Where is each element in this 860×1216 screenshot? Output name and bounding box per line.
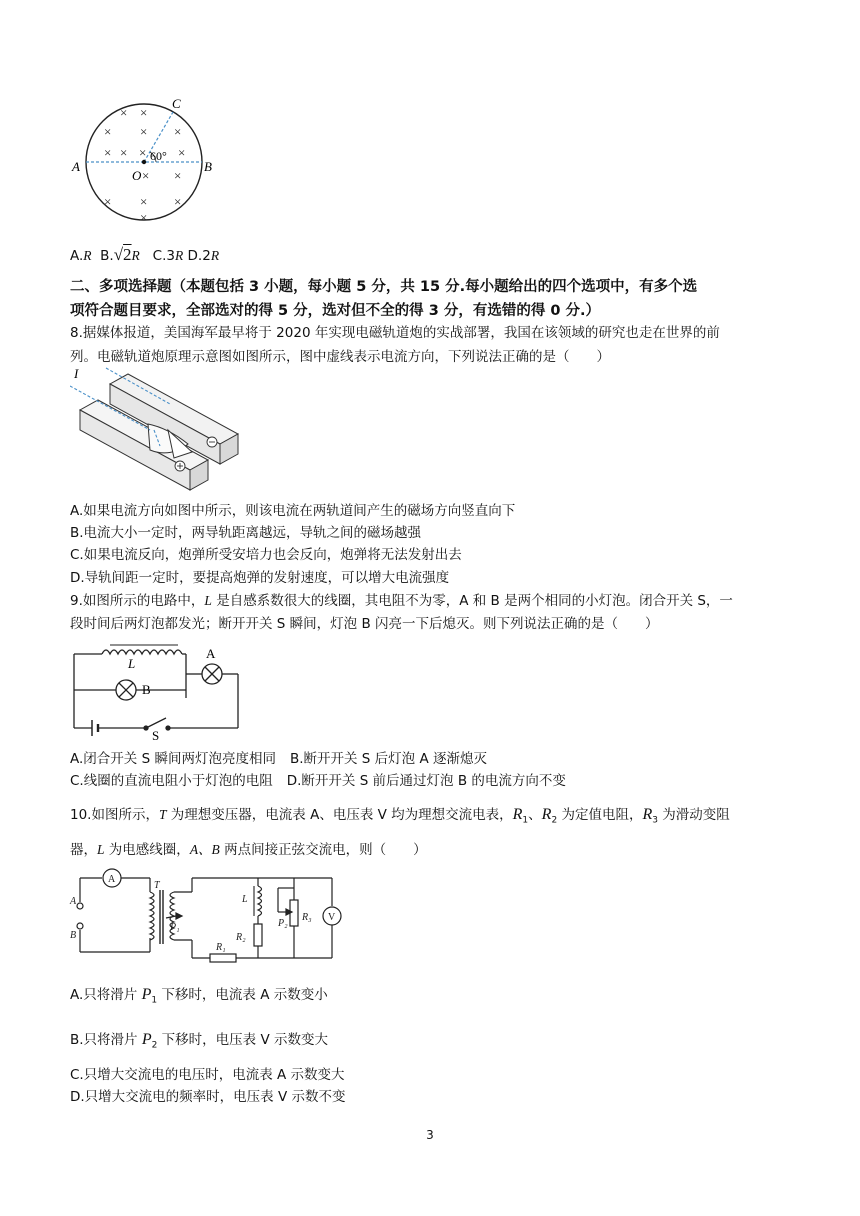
field-mark: × — [140, 210, 148, 225]
q9-option-a: A.闭合开关 S 瞬间两灯泡亮度相同 — [70, 751, 276, 767]
field-mark: × — [140, 105, 148, 120]
q10-option-c: C.只增大交流电的电压时，电流表 A 示数变大 — [70, 1067, 345, 1083]
q9-option-c: C.线圈的直流电阻小于灯泡的电阻 — [70, 773, 273, 789]
lamp-b-label: B — [142, 682, 151, 697]
field-mark: × — [174, 124, 182, 139]
r1-label: R₁ — [216, 942, 226, 953]
field-mark: × — [120, 145, 128, 160]
field-mark: × — [120, 105, 128, 120]
slider-p2-label: P₂ — [278, 918, 288, 929]
lamp-circuit-figure — [66, 640, 246, 740]
q10-option-a: A.只将滑片 $P_1$ 下移时，电流表 A 示数变小 — [70, 986, 328, 1006]
field-mark: × — [142, 168, 150, 183]
r2-label: R₂ — [236, 932, 246, 943]
terminal-a-label: A — [70, 896, 77, 907]
railgun-figure — [70, 366, 250, 500]
current-label: I — [74, 366, 79, 381]
voltmeter-label: V — [328, 912, 336, 923]
q8-option-a: A.如果电流方向如图中所示，则该电流在两轨道间产生的磁场方向竖直向下 — [70, 503, 516, 519]
field-mark: × — [174, 194, 182, 209]
slider-p1-label: P₁ — [170, 922, 180, 933]
field-mark: × — [139, 145, 147, 160]
q9-stem-cont: 段时间后两灯泡都发光；断开开关 S 瞬间，灯泡 B 闪亮一下后熄灭。则下列说法正确的是（ ） — [70, 616, 659, 632]
transformer-circuit-figure — [66, 866, 356, 968]
q10-stem-cont: 器，L 为电感线圈，A、B 两点间接正弦交流电，则（ ） — [70, 842, 427, 858]
point-b-label: B — [204, 159, 212, 174]
field-mark: × — [104, 124, 112, 139]
q8-option-d: D.导轨间距一定时，要提高炮弹的发射速度，可以增大电流强度 — [70, 570, 450, 586]
q9-option-b: B.断开开关 S 后灯泡 A 逐渐熄灭 — [289, 751, 487, 767]
point-o-label: O — [132, 168, 142, 183]
field-mark: × — [140, 194, 148, 209]
inductor-label: L — [242, 894, 248, 905]
magnetic-field-circle-figure — [66, 94, 226, 254]
field-mark: × — [140, 124, 148, 139]
q8-stem: 8.据媒体报道，美国海军最早将于 2020 年实现电磁轨道炮的实战部署，我国在该领域的研究也走在世界的前 — [70, 325, 720, 341]
q8-option-b: B.电流大小一定时，两导轨距离越远，导轨之间的磁场越强 — [70, 525, 422, 541]
q10-option-b: B.只将滑片 $P_2$ 下移时，电压表 V 示数变大 — [70, 1031, 328, 1051]
section-heading-cont: 项符合题目要求，全部选对的得 5 分，选对但不全的得 3 分，有选错的得 0 分.） — [70, 303, 601, 319]
terminal-b-label: B — [70, 930, 77, 941]
switch-label: S — [152, 728, 160, 740]
section-heading: 二、多项选择题（本题包括 3 小题，每小题 5 分，共 15 分.每小题给出的四个选项中，有多个选 — [70, 279, 698, 295]
field-mark: × — [104, 194, 112, 209]
field-mark: × — [178, 145, 186, 160]
q8-option-c: C.如果电流反向，炮弹所受安培力也会反向，炮弹将无法发射出去 — [70, 547, 462, 563]
q10-option-d: D.只增大交流电的频率时，电压表 V 示数不变 — [70, 1089, 346, 1105]
angle-label: 60° — [150, 149, 167, 163]
q8-stem-cont: 列。电磁轨道炮原理示意图如图所示，图中虚线表示电流方向，下列说法正确的是（ ） — [70, 349, 610, 365]
q9-options-cd — [70, 770, 566, 792]
page-number: 3 — [426, 1128, 434, 1142]
r3-label: R₃ — [302, 912, 312, 923]
lamp-a-label: A — [206, 646, 216, 661]
sqrt2-icon: √2 — [113, 245, 132, 264]
field-mark: × — [104, 145, 112, 160]
field-mark: × — [174, 168, 182, 183]
point-c-label: C — [172, 96, 181, 111]
point-a-label: A — [72, 159, 80, 174]
q9-options-ab — [70, 748, 487, 770]
q7-options: A.R B.√2R C.3R D.2R — [70, 245, 220, 264]
q9-stem: 9.如图所示的电路中，L 是自感系数很大的线圈，其电阻不为零，A 和 B 是两个相同的小灯泡。闭合开关 S，一 — [70, 593, 733, 609]
ammeter-label: A — [108, 874, 116, 885]
q9-option-d: D.断开开关 S 前后通过灯泡 B 的电流方向不变 — [286, 773, 566, 789]
inductor-label: L — [128, 656, 136, 671]
q10-stem: 10.如图所示，T 为理想变压器，电流表 A、电压表 V 均为理想交流电表，$R_1$、$R_2$ 为定值电阻，$R_3$ 为滑动变阻 — [70, 806, 730, 826]
transformer-label: T — [154, 880, 160, 891]
